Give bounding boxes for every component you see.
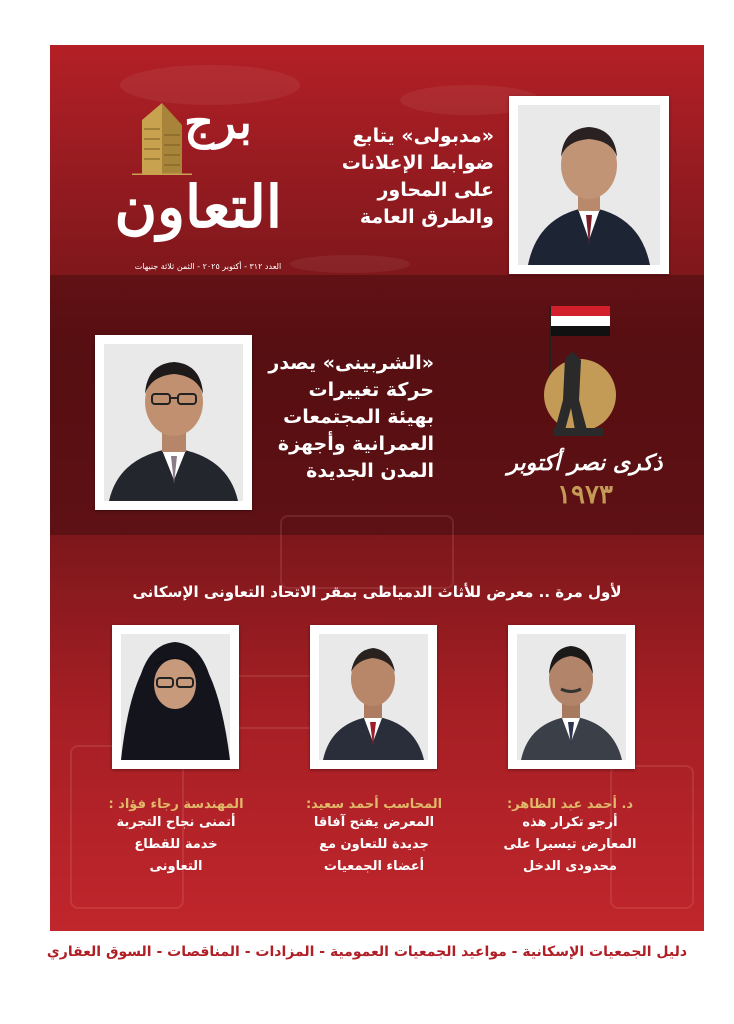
headline-line: «الشربينى» يصدر — [268, 352, 434, 374]
photo-sherbiny — [95, 335, 252, 510]
quote-line: خدمة للقطاع — [134, 837, 218, 852]
logo-title-line2: التعاون — [114, 173, 282, 241]
magazine-logo — [114, 95, 282, 265]
photo-madbouly — [509, 96, 669, 274]
badge-year: ١٩٧٣ — [557, 480, 613, 510]
headline-sherbiny — [234, 350, 434, 485]
ceiling-light — [290, 255, 410, 273]
person-portrait — [104, 344, 243, 501]
headline-line: ضوابط الإعلانات — [341, 152, 494, 174]
person-portrait — [121, 634, 230, 760]
person-portrait — [319, 634, 428, 760]
person-portrait — [517, 634, 626, 760]
headline-line: المدن الجديدة — [306, 460, 434, 482]
portrait — [121, 634, 230, 760]
quote-speaker: د. أحمد عبد الظاهر: — [506, 797, 634, 812]
issue-info: العدد ٣١٢ - أكتوبر ٢٠٢٥ - الثمن ثلاثة جنيهات — [134, 262, 282, 271]
october-victory-badge — [495, 300, 675, 525]
portrait — [518, 105, 660, 265]
headline-madbouly — [274, 123, 494, 231]
photo-ahmed-abdelzaher — [508, 625, 635, 769]
quote-line: أعضاء الجمعيات — [323, 859, 425, 874]
quote-line: أرجو تكرار هذه — [522, 815, 618, 830]
footer-sections: دليل الجمعيات الإسكانية - مواعيد الجمعيات العمومية - المزادات - المناقصات - السوق العقاري — [46, 944, 688, 960]
magazine-cover — [50, 45, 704, 931]
quote-ragaa-fouad — [86, 797, 266, 878]
background-table — [280, 515, 454, 589]
headline-line: العمرانية وأجهزة — [277, 433, 434, 455]
quote-ahmed-saeed — [284, 797, 464, 878]
person-portrait — [518, 105, 660, 265]
flag-soldier-icon — [495, 300, 675, 450]
quote-line: محدودى الدخل — [523, 859, 617, 874]
exhibition-banner: لأول مرة .. معرض للأثاث الدمياطى بمقر الاتحاد التعاونى الإسكانى — [132, 583, 622, 601]
logo-title-line1: برج — [184, 95, 252, 149]
headline-line: والطرق العامة — [359, 206, 494, 228]
portrait — [517, 634, 626, 760]
quote-line: المعرض يفتح آفاقا — [313, 815, 435, 830]
headline-line: حركة تغييرات — [308, 379, 434, 401]
quote-line: التعاونى — [149, 859, 203, 874]
quote-speaker: المهندسة رجاء فؤاد : — [108, 797, 244, 812]
quote-speaker: المحاسب أحمد سعيد: — [305, 797, 443, 812]
quote-ahmed-abdelzaher — [480, 797, 660, 878]
badge-title: ذكرى نصر أكتوبر — [507, 450, 663, 476]
photo-ahmed-saeed — [310, 625, 437, 769]
portrait — [104, 344, 243, 501]
headline-line: «مدبولى» يتابع — [352, 125, 494, 147]
headline-line: بهيئة المجتمعات — [283, 406, 434, 428]
photo-ragaa-fouad — [112, 625, 239, 769]
tower-icon — [132, 95, 192, 175]
quote-line: أتمنى نجاح التجربة — [116, 815, 236, 830]
quote-line: المعارض تيسيرا على — [503, 837, 637, 852]
headline-line: على المحاور — [377, 179, 494, 201]
portrait — [319, 634, 428, 760]
quote-line: جديدة للتعاون مع — [319, 837, 429, 852]
